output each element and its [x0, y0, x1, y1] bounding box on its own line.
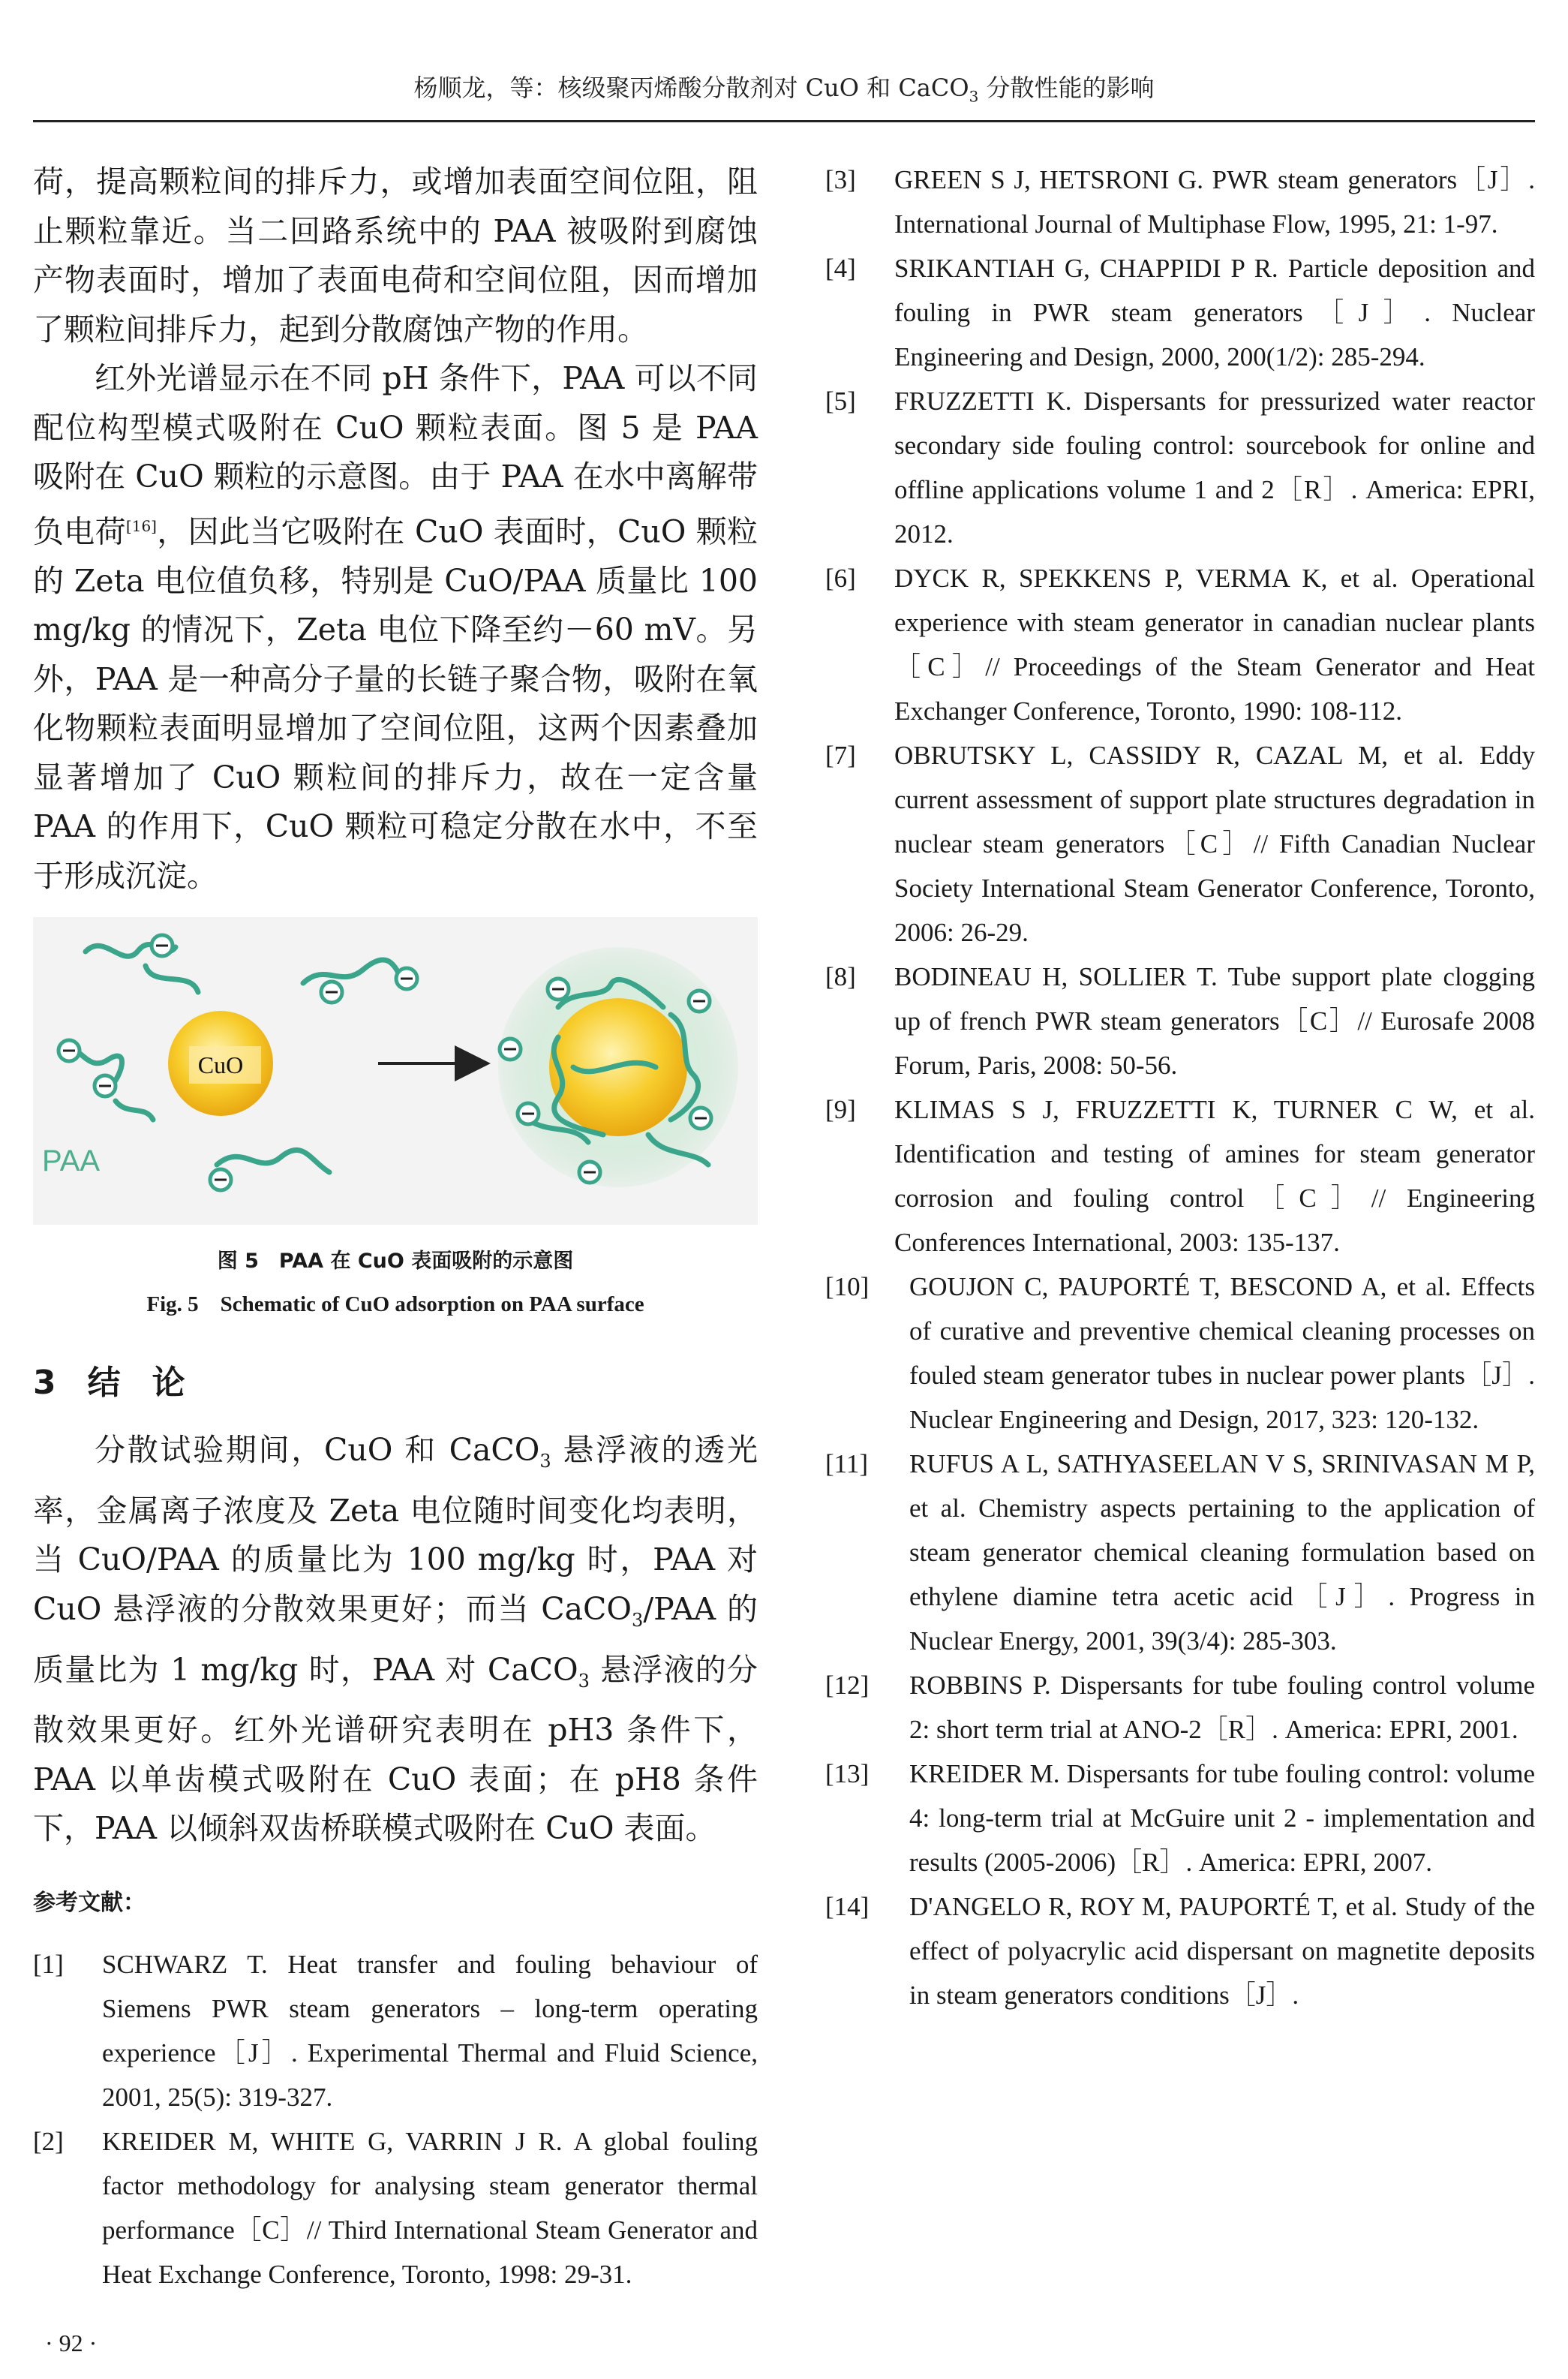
paragraph-1: 荷，提高颗粒间的排斥力，或增加表面空间位阻，阻止颗粒靠近。当二回路系统中的 PAA 被吸附到腐蚀产物表面时，增加了表面电荷和空间位阻，因而增加了颗粒间排斥力，起到分散腐蚀产物的作用。	[33, 164, 758, 347]
conclusion-sub-1: 3	[539, 1451, 551, 1472]
reference-item	[825, 1752, 1535, 1884]
conclusion-part-1: 分散试验期间，CuO 和 CaCO	[95, 1432, 540, 1469]
reference-item	[33, 1942, 758, 2119]
reference-number: [2]	[33, 2126, 64, 2156]
reference-number: [5]	[825, 386, 856, 416]
reference-text: GOUJON C, PAUPORTÉ T, BESCOND A, et al. Effects of curative and preventive chemical cleaning processes on fouled steam generator tubes in nuclear power plants［J］. Nuclear Engineering and Design, 2017, 323: 120-132.	[909, 1272, 1535, 1434]
reference-text: FRUZZETTI K. Dispersants for pressurized water reactor secondary side fouling control: sourcebook for online and offline applications volume 1 and 2［R］. America: EPRI, 2012.	[894, 386, 1535, 549]
section-word-1: 结	[87, 1364, 122, 1403]
header-title-pre: 杨顺龙，等：核级聚丙烯酸分散剂对 CuO 和 CaCO	[413, 74, 969, 102]
reference-number: [10]	[825, 1272, 870, 1301]
reference-text: KREIDER M. Dispersants for tube fouling control: volume 4: long-term trial at McGuire unit 2 - implementation and results (2005-2006)［R］. America: EPRI, 2007.	[909, 1759, 1535, 1877]
section-number: 3	[33, 1364, 58, 1403]
reference-number: [8]	[825, 962, 856, 991]
reference-item	[825, 379, 1535, 556]
conclusion-paragraph	[33, 1426, 758, 1854]
reference-number: [9]	[825, 1095, 856, 1124]
figure-caption-en: Fig. 5 Schematic of CuO adsorption on PAA surface	[146, 1292, 644, 1317]
reference-item	[825, 1442, 1535, 1663]
figure-caption-cn: 图 5 PAA 在 CuO 表面吸附的示意图	[217, 1250, 574, 1274]
reference-number: [7]	[825, 741, 856, 770]
reference-text: SRIKANTIAH G, CHAPPIDI P R. Particle deposition and fouling in PWR steam generators［J］. Nuclear Engineering and Design, 2000, 200(1/2): 285-294.	[894, 254, 1535, 371]
reference-text: BODINEAU H, SOLLIER T. Tube support plate clogging up of french PWR steam generators［C］// Eurosafe 2008 Forum, Paris, 2008: 50-56.	[894, 962, 1535, 1080]
conclusion-sub-2: 3	[632, 1610, 644, 1632]
section-heading-conclusion	[33, 1355, 758, 1403]
section-word-2: 论	[152, 1364, 187, 1403]
reference-number: [13]	[825, 1759, 870, 1788]
reference-item	[825, 1884, 1535, 2017]
reference-text: KREIDER M, WHITE G, VARRIN J R. A global fouling factor methodology for analysing steam generator thermal performance［C］// Third International Steam Generator and Heat Exchange Conference, Toronto, 1998: 29-31.	[102, 2126, 758, 2289]
reference-text: GREEN S J, HETSRONI G. PWR steam generators［J］. International Journal of Multiphase Flow, 1995, 21: 1-97.	[894, 165, 1535, 239]
reference-number: [6]	[825, 564, 856, 593]
left-column	[33, 158, 758, 2296]
reference-number: [1]	[33, 1949, 64, 1979]
reference-item	[825, 1265, 1535, 1442]
conclusion-part-2: 悬浮液的透光率，金属离子浓度及 Zeta 电位随时间变化均表明，当 CuO/PAA 的质量比为 100 mg/kg 时，PAA 对 CuO 悬浮液的分散效果更好；而当 CaCO	[33, 1432, 758, 1627]
reference-text: ROBBINS P. Dispersants for tube fouling control volume 2: short term trial at ANO-2［R］. America: EPRI, 2001.	[909, 1671, 1535, 1744]
conclusion-sub-3: 3	[578, 1670, 590, 1692]
conclusion-part-3: /PAA 的质量比为 1 mg/kg 时，PAA 对 CaCO	[33, 1590, 758, 1688]
conclusion-part-4: 悬浮液的分散效果更好。红外光谱研究表明在 pH3 条件下，PAA 以单齿模式吸附在 CuO 表面；在 pH8 条件下，PAA 以倾斜双齿桥联模式吸附在 CuO 表面。	[33, 1651, 758, 1847]
reference-text: RUFUS A L, SATHYASEELAN V S, SRINIVASAN M P, et al. Chemistry aspects pertaining to the application of steam generator chemical cleaning formulation based on ethylene diamine tetra acetic acid［J］. Progress in Nuclear Energy, 2001, 39(3/4): 285-303.	[909, 1449, 1535, 1656]
reference-item	[825, 733, 1535, 955]
reference-item	[825, 955, 1535, 1087]
paragraph-2-part-b: ，因此当它吸附在 CuO 表面时，CuO 颗粒的 Zeta 电位值负移，特别是 CuO/PAA 质量比 100 mg/kg 的情况下，Zeta 电位下降至约－60 mV。另外，PAA 是一种高分子量的长链子聚合物，吸附在氧化物颗粒表面明显增加了空间位阻，这两个因素叠加显著增加了 CuO 颗粒间的排斥力，故在一定含量 PAA 的作用下，CuO 颗粒可稳定分散在水中，不至于形成沉淀。	[33, 513, 758, 894]
reference-item	[825, 1663, 1535, 1752]
reference-item	[825, 556, 1535, 733]
reference-text: DYCK R, SPEKKENS P, VERMA K, et al. Operational experience with steam generator in canadian nuclear plants［C］// Proceedings of the Steam Generator and Heat Exchanger Conference, Toronto, 1990: 108-112.	[894, 564, 1535, 726]
citation-16: [16]	[125, 516, 157, 535]
page-number: · 92 ·	[45, 2329, 98, 2356]
reference-item	[33, 2119, 758, 2296]
reference-number: [14]	[825, 1892, 870, 1921]
paa-label: PAA	[42, 1144, 101, 1178]
reference-text: SCHWARZ T. Heat transfer and fouling behaviour of Siemens PWR steam generators – long-term operating experience［J］. Experimental Thermal and Fluid Science, 2001, 25(5): 319-327.	[102, 1949, 758, 2112]
reference-number: [3]	[825, 165, 856, 194]
running-header	[33, 69, 1535, 122]
reference-item	[825, 246, 1535, 379]
reference-item	[825, 1087, 1535, 1265]
reference-text: D'ANGELO R, ROY M, PAUPORTÉ T, et al. Study of the effect of polyacrylic acid dispersant on magnetite deposits in steam generators conditions［J］.	[909, 1892, 1535, 2010]
references-title: 参考文献：	[33, 1889, 146, 1916]
right-column	[825, 158, 1535, 2017]
reference-number: [11]	[825, 1449, 869, 1478]
paragraph-2	[33, 354, 758, 901]
header-title-sub: 3	[969, 87, 979, 106]
reference-text: KLIMAS S J, FRUZZETTI K, TURNER C W, et al. Identification and testing of amines for steam generator corrosion and fouling control［C］// Engineering Conferences International, 2003: 135-137.	[894, 1095, 1535, 1257]
reference-number: [4]	[825, 254, 856, 283]
header-title-post: 分散性能的影响	[978, 74, 1155, 102]
reference-item	[825, 158, 1535, 246]
reference-number: [12]	[825, 1671, 870, 1700]
figure-5-illustration	[33, 917, 758, 1225]
cuo-label: CuO	[197, 1051, 244, 1079]
paragraph-2-part-a: 红外光谱显示在不同 pH 条件下，PAA 可以不同配位构型模式吸附在 CuO 颗粒表面。图 5 是 PAA 吸附在 CuO 颗粒的示意图。由于 PAA 在水中离解带负电荷	[33, 360, 758, 550]
figure-5	[33, 917, 758, 1225]
reference-text: OBRUTSKY L, CASSIDY R, CAZAL M, et al. Eddy current assessment of support plate structures degradation in nuclear steam generators［C］// Fifth Canadian Nuclear Society International Steam Generator Conference, Toronto, 2006: 26-29.	[894, 741, 1535, 947]
